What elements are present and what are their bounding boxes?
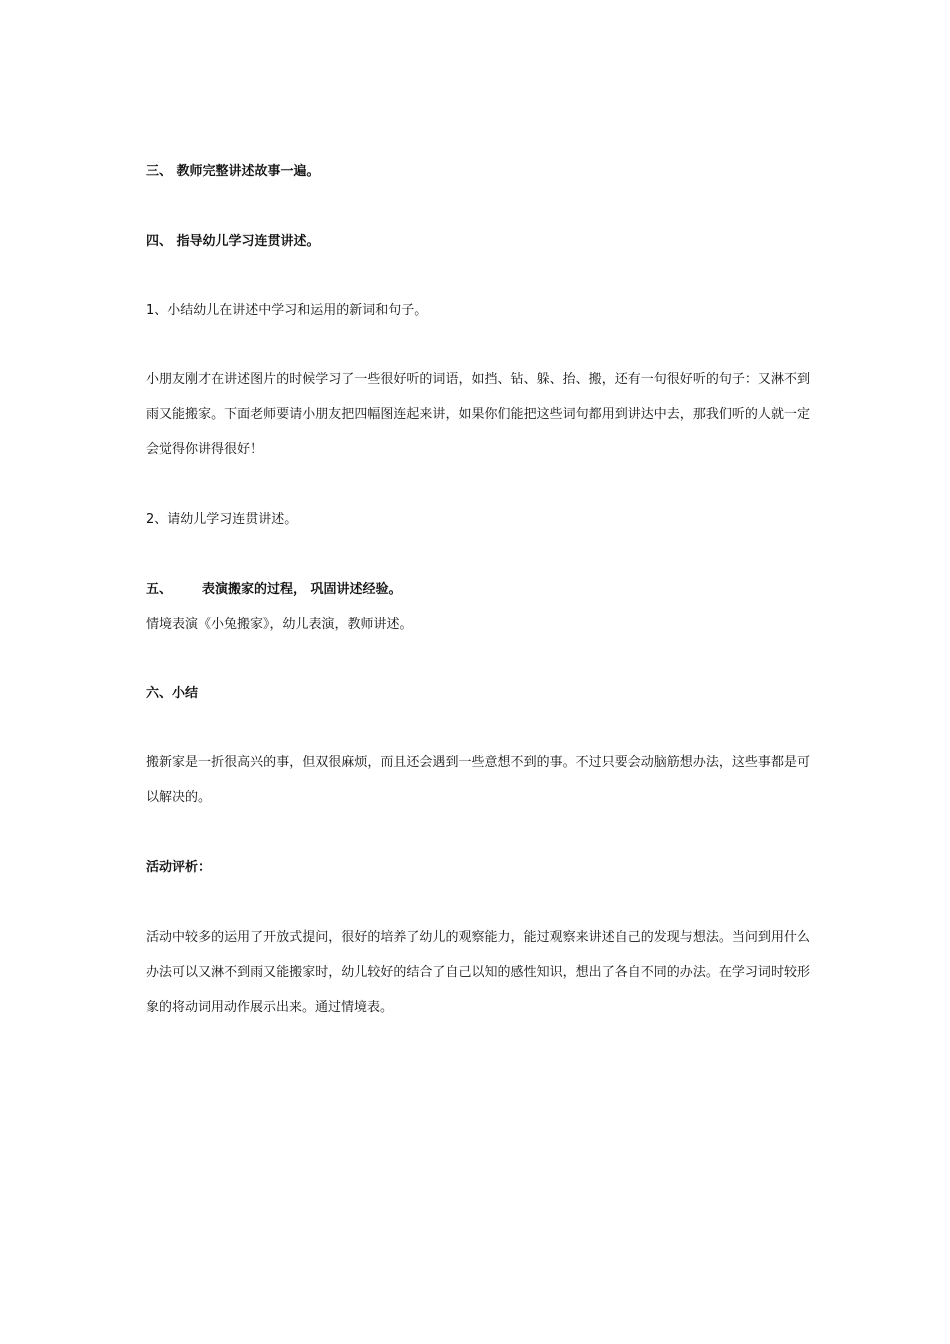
section-six-heading: 六、小结	[146, 686, 199, 701]
section-four-paragraph: 小朋友刚才在讲述图片的时候学习了一些很好听的词语，如挡、钻、躲、抬、搬，还有一句很好听的句子：又淋不到雨又能搬家。下面老师要请小朋友把四幅图连起来讲，如果你们能把这些词句都用到讲达中去，那我们听的人就一定会觉得你讲得很好！	[146, 372, 810, 457]
section-five-text: 情境表演《小兔搬家》，幼儿表演，教师讲述。	[146, 617, 413, 632]
section-four-heading: 四、 指导幼儿学习连贯讲述。	[146, 234, 320, 249]
section-three-heading: 三、 教师完整讲述故事一遍。	[146, 164, 320, 179]
section-four-item-2: 2、请幼儿学习连贯讲述。	[146, 512, 298, 527]
section-four-item-1: 1、小结幼儿在讲述中学习和运用的新词和句子。	[146, 303, 428, 318]
section-five-heading	[146, 581, 810, 599]
evaluation-heading: 活动评析：	[146, 860, 212, 875]
section-six-paragraph: 搬新家是一折很高兴的事，但双很麻烦，而且还会遇到一些意想不到的事。不过只要会动脑筋想办法，这些事都是可以解决的。	[146, 755, 810, 805]
section-five-title: 表演搬家的过程， 巩固讲述经验。	[202, 582, 402, 597]
section-five-number: 五、	[146, 582, 173, 597]
evaluation-paragraph: 活动中较多的运用了开放式提问，很好的培养了幼儿的观察能力，能过观察来讲述自己的发现与想法。当问到用什么办法可以又淋不到雨又能搬家时，幼儿较好的结合了自己以知的感性知识，想出了各自不同的办法。在学习词时较形象的将动词用动作展示出来。通过情境表。	[146, 930, 810, 1015]
